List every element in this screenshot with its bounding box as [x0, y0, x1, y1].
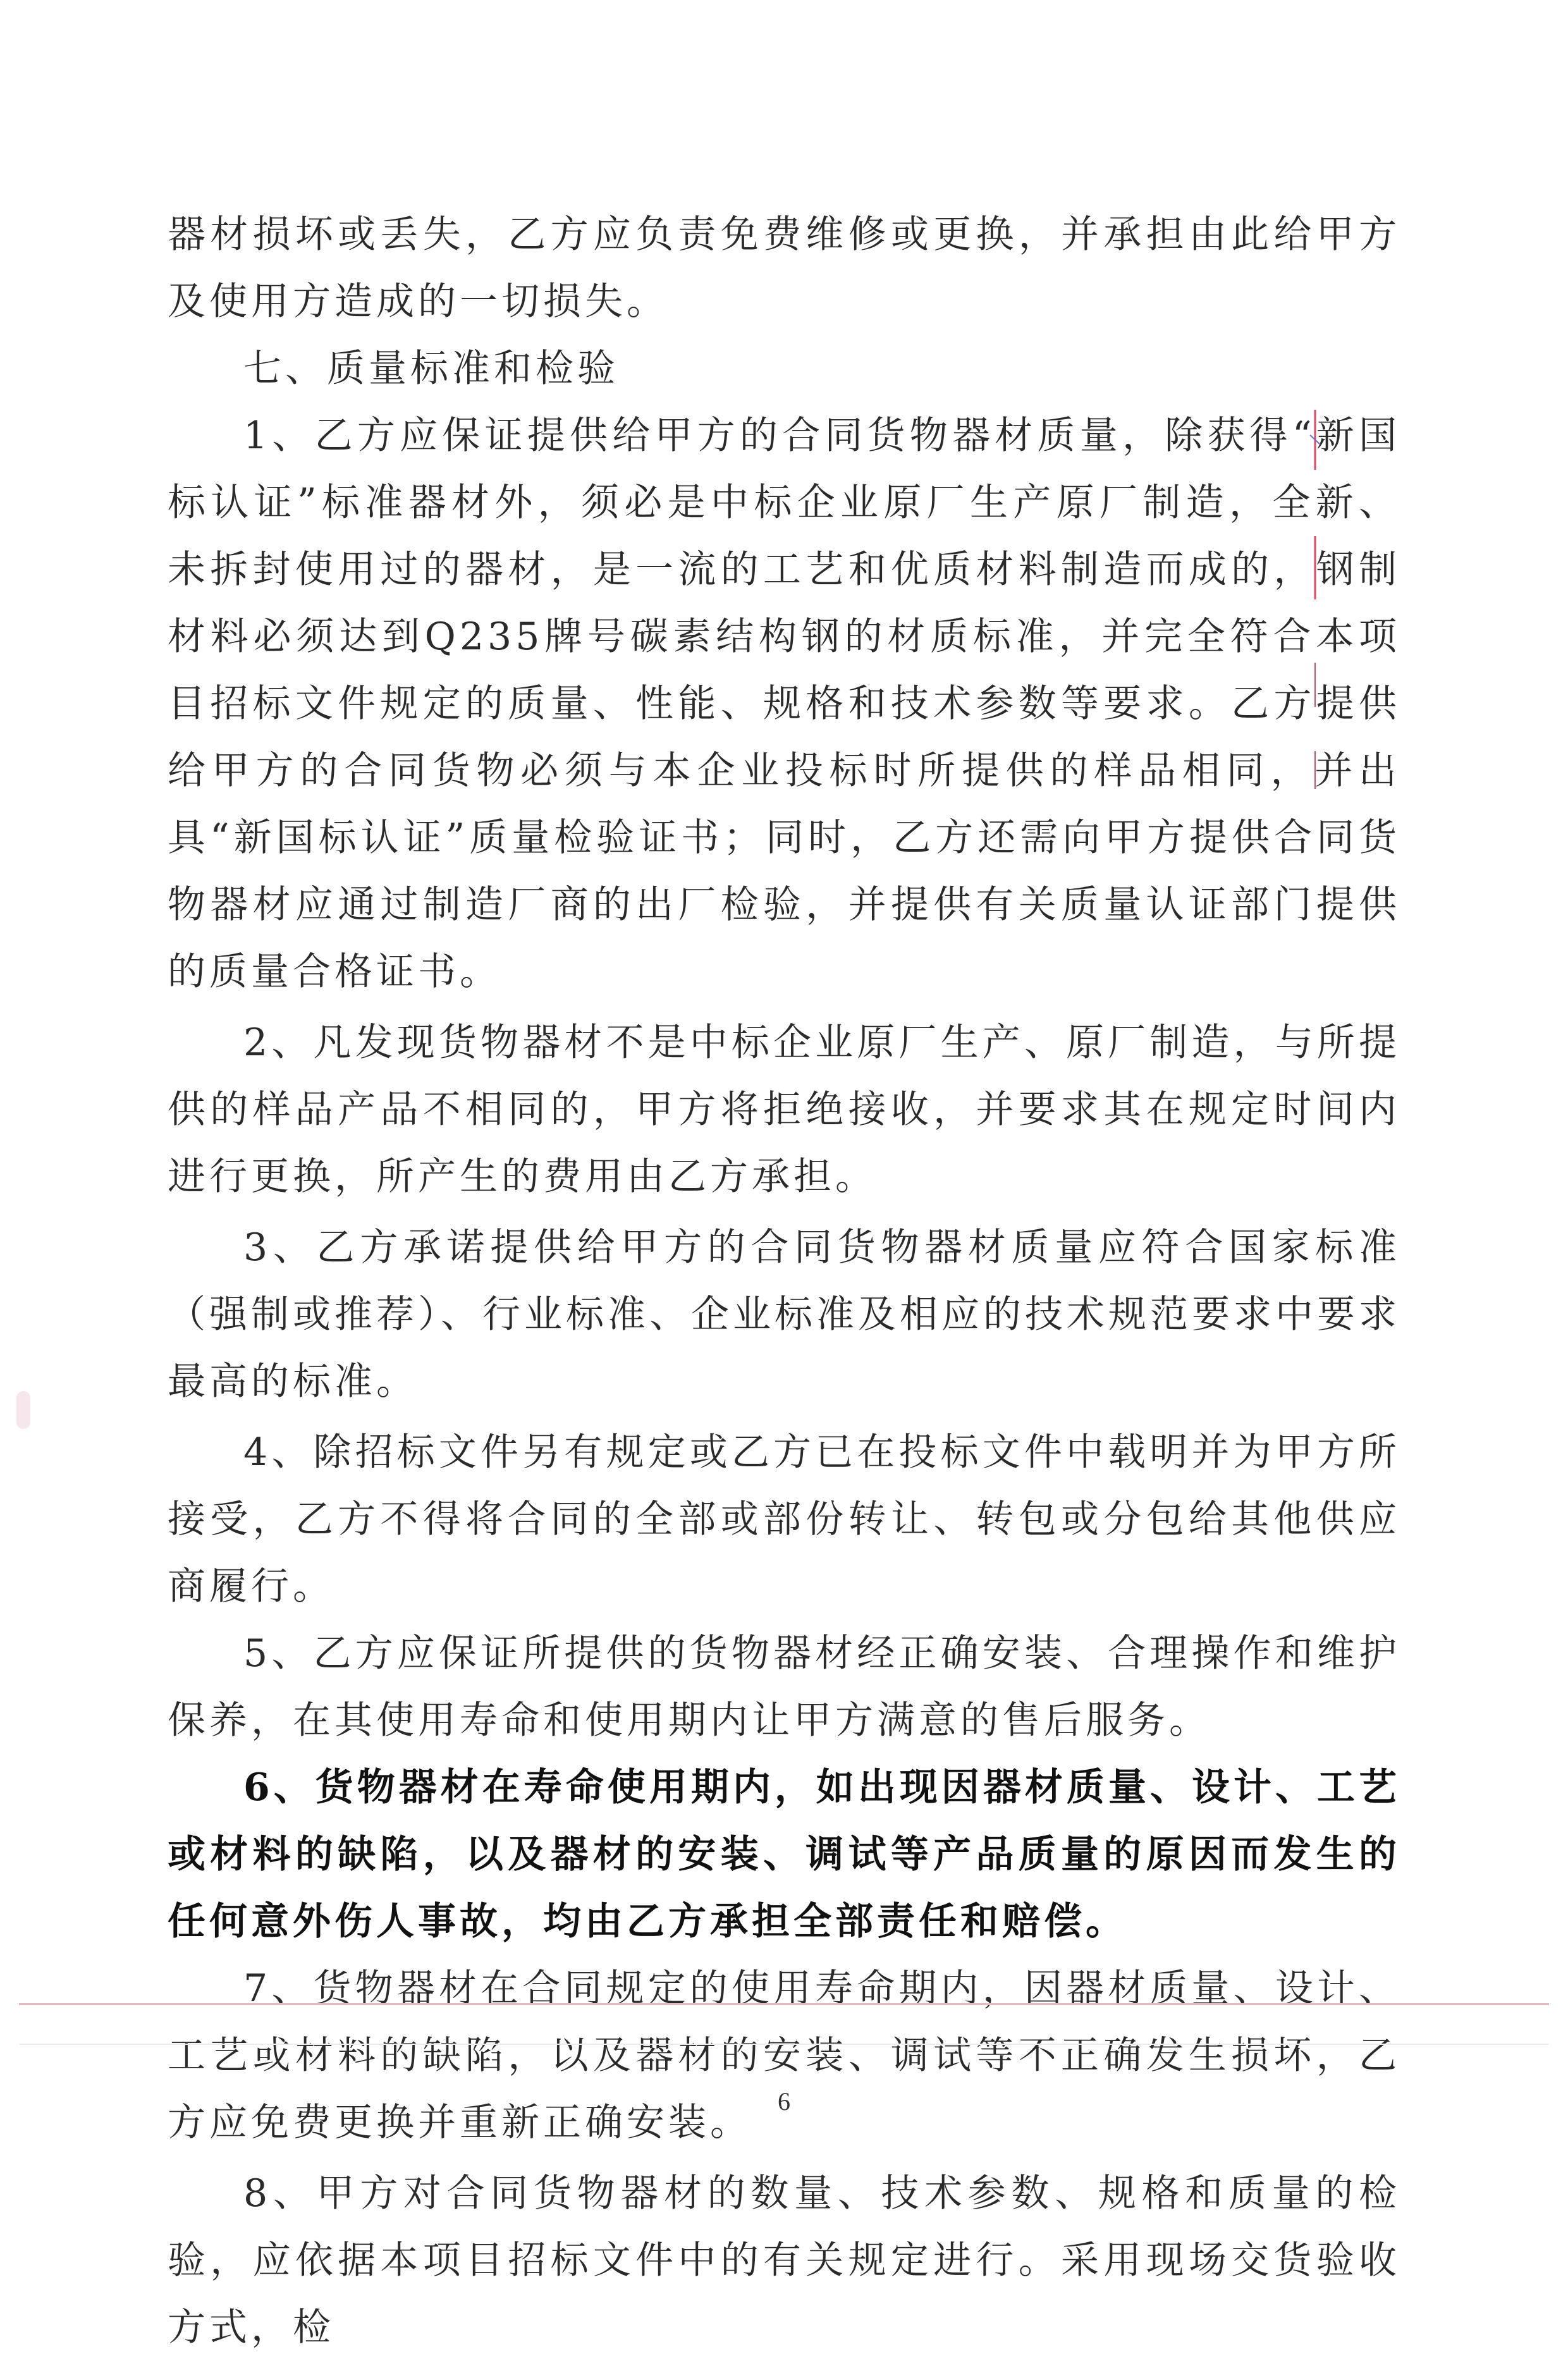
page-number: 6 [778, 2087, 790, 2116]
paragraph-continuation: 器材损坏或丢失，乙方应负责免费维修或更换，并承担由此给甲方及使用方造成的一切损失。 [168, 212, 1400, 324]
document-body [168, 201, 1400, 2361]
scan-smudge [16, 1391, 30, 1429]
clause-8: 8、甲方对合同货物器材的数量、技术参数、规格和质量的检验，应依据本项目招标文件中的有关规定进行。采用现场交货验收方式，检 [168, 2171, 1400, 2350]
clause-2: 2、凡发现货物器材不是中标企业原厂生产、原厂制造，与所提供的样品产品不相同的，甲方将拒绝接收，并要求其在规定时间内进行更换，所产生的费用由乙方承担。 [168, 1021, 1400, 1199]
footer-divider [19, 2044, 1549, 2045]
clause-4: 4、除招标文件另有规定或乙方已在投标文件中载明并为甲方所接受，乙方不得将合同的全部或部份转让、转包或分包给其他供应商履行。 [168, 1430, 1400, 1609]
clause-5: 5、乙方应保证所提供的货物器材经正确安装、合理操作和维护保养，在其使用寿命和使用期内让甲方满意的售后服务。 [168, 1631, 1400, 1743]
clause-1: 1、乙方应保证提供给甲方的合同货物器材质量，除获得“新国标认证”标准器材外，须必是中标企业原厂生产原厂制造，全新、未拆封使用过的器材，是一流的工艺和优质材料制造而成的，钢制材料必须达到Q235牌号碳素结构钢的材质标准，并完全符合本项目招标文件规定的质量、性能、规格和技术参数等要求。乙方提供给甲方的合同货物必须与本企业投标时所提供的样品相同，并出具“新国标认证”质量检验证书；同时，乙方还需向甲方提供合同货物器材应通过制造厂商的出厂检验，并提供有关质量认证部门提供的质量合格证书。 [168, 414, 1400, 994]
section-heading-quality: 七、质量标准和检验 [243, 346, 619, 391]
clause-6: 6、货物器材在寿命使用期内，如出现因器材质量、设计、工艺或材料的缺陷，以及器材的安装、调试等产品质量的原因而发生的任何意外伤人事故，均由乙方承担全部责任和赔偿。 [168, 1765, 1400, 1944]
seal-stamp-mark [1304, 410, 1326, 789]
scan-pink-rule [19, 2003, 1549, 2005]
clause-7: 7、货物器材在合同规定的使用寿命期内，因器材质量、设计、工艺或材料的缺陷，以及器材的安装、调试等不正确发生损坏，乙方应免费更换并重新正确安装。 [168, 1966, 1400, 2145]
clause-3: 3、乙方承诺提供给甲方的合同货物器材质量应符合国家标准（强制或推荐）、行业标准、企业标准及相应的技术规范要求中要求最高的标准。 [168, 1225, 1400, 1404]
